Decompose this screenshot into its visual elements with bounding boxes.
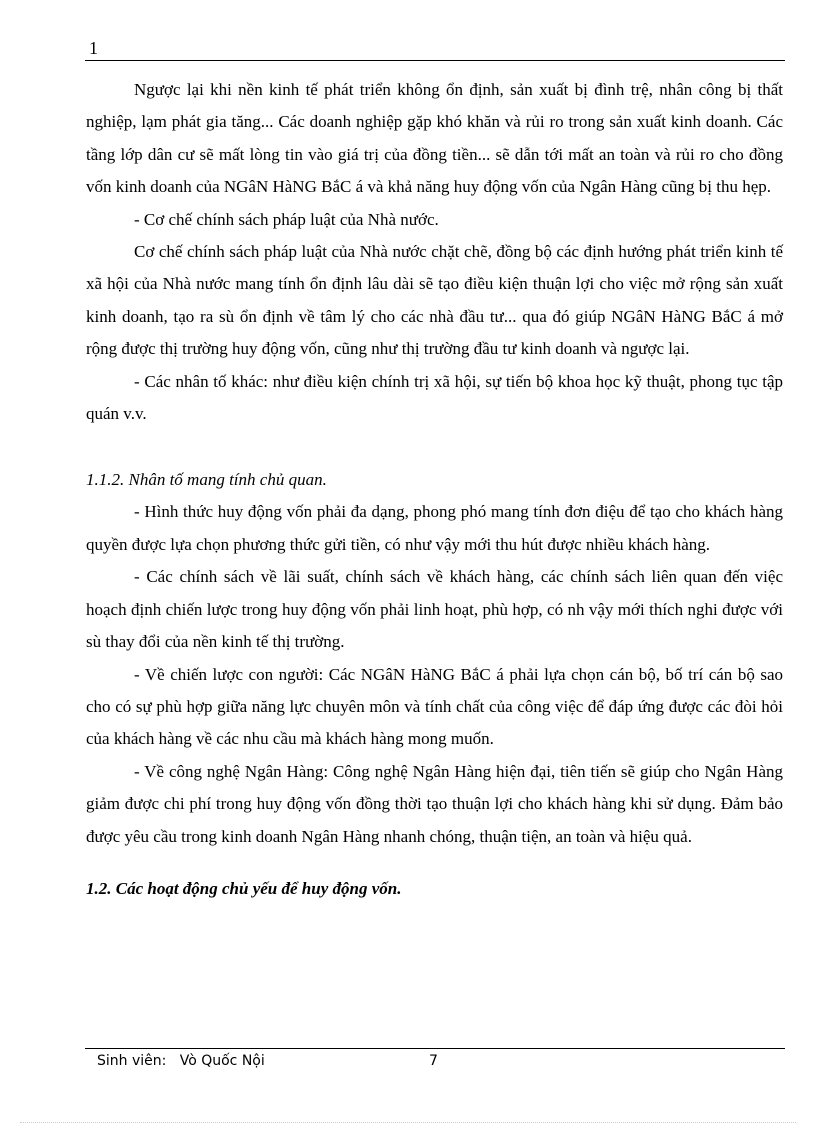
footer-page-number: 7 — [429, 1053, 438, 1069]
section-heading-1-2: 1.2. Các hoạt động chủ yếu để huy động vốn. — [86, 878, 402, 898]
paragraph-other-factors: - Các nhân tố khác: như điều kiện chính trị xã hội, sự tiến bộ khoa học kỹ thuật, phong tục tập quán v.v. — [86, 371, 783, 424]
header-rule — [85, 60, 785, 61]
document-body — [86, 74, 783, 905]
paragraph-economic-instability: Ngược lại khi nền kinh tế phát triển không ổn định, sản xuất bị đình trệ, nhân công bị thất nghiệp, lạm phát gia tăng... Các doanh nghiệp gặp khó khăn và rủi ro trong sản xuất kinh doanh. Các tầng lớp dân cư sẽ mất lòng tin vào giá trị của đồng tiền... sẽ dẫn tới mất an toàn và rủi ro cho đồng vốn kinh doanh của NGâN HàNG BắC á và khả năng huy động vốn của Ngân Hàng cũng bị thu hẹp. — [86, 80, 783, 197]
paragraph-legal-policy: Cơ chế chính sách pháp luật của Nhà nước chặt chẽ, đồng bộ các định hướng phát triển kinh tế xã hội của Nhà nước mang tính ổn định lâu dài sẽ tạo điều kiện thuận lợi cho việc mở rộng sản xuất kinh doanh, tạo ra sù ổn định về tâm lý cho các nhà đầu tư... qua đó giúp NGâN HàNG BắC á mở rộng được thị trường huy động vốn, cũng như thị trường đầu tư kinh doanh và ngược lại. — [86, 242, 783, 359]
header-page-number: 1 — [89, 38, 98, 58]
section-heading-1-1-2: 1.1.2. Nhân tố mang tính chủ quan. — [86, 470, 327, 490]
paragraph-banking-technology: - Về công nghệ Ngân Hàng: Công nghệ Ngân Hàng hiện đại, tiên tiến sẽ giúp cho Ngân Hàng giảm được chi phí trong huy động vốn đồng thời tạo thuận lợi cho khách hàng khi sử dụng. Đảm bảo được yêu cầu trong kinh doanh Ngân Hàng nhanh chóng, thuận tiện, an toàn và hiệu quả. — [86, 761, 783, 846]
paragraph-legal-policy-heading: - Cơ chế chính sách pháp luật của Nhà nước. — [134, 209, 439, 229]
paragraph-interest-policy: - Các chính sách về lãi suất, chính sách về khách hàng, các chính sách liên quan đến việc hoạch định chiến lược trong huy động vốn phải linh hoạt, phù hợp, có nh vậy mới thích nghi được với sù thay đổi của nền kinh tế thị trường. — [86, 567, 783, 652]
footer-student-name: Sinh viên: Vò Quốc Nội — [97, 1053, 265, 1069]
paragraph-mobilization-forms: - Hình thức huy động vốn phải đa dạng, phong phó mang tính đơn điệu để tạo cho khách hàng quyền được lựa chọn phương thức gửi tiền, có như vậy mới thu hút được nhiều khách hàng. — [86, 502, 783, 554]
footer-rule — [85, 1048, 785, 1049]
paragraph-human-strategy: - Về chiến lược con người: Các NGâN HàNG BắC á phải lựa chọn cán bộ, bố trí cán bộ sao cho có sự phù hợp giữa năng lực chuyên môn và tính chất của công việc để đáp ứng được các đòi hỏi của khách hàng về các nhu cầu mà khách hàng mong muốn. — [86, 664, 783, 749]
